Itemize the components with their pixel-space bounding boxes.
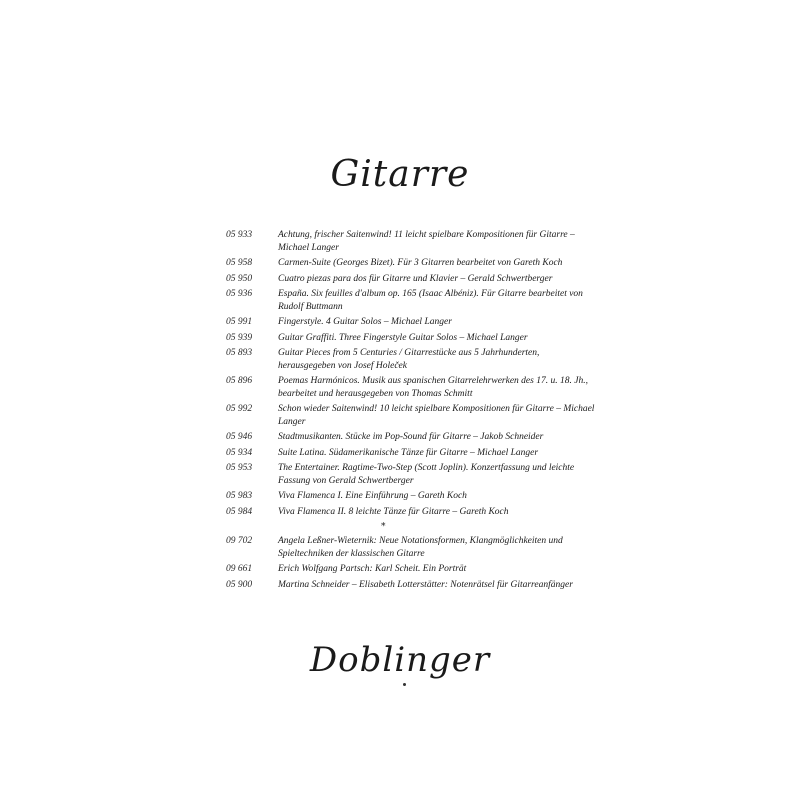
publisher-logo: Doblinger xyxy=(309,640,491,680)
section-separator xyxy=(226,521,596,533)
list-item xyxy=(226,403,596,428)
item-title: Angela Leßner-Wieternik: Neue Notationsformen, Klangmöglichkeiten und Spieltechniken der klassischen Gitarre xyxy=(278,536,563,559)
item-number: 05 992 xyxy=(226,404,253,414)
item-title: Martina Schneider – Elisabeth Lotterstätter: Notenrätsel für Gitarreanfänger xyxy=(278,579,573,590)
item-title: Suite Latina. Südamerikanische Tänze für Gitarre – Michael Langer xyxy=(278,447,539,458)
item-number: 05 936 xyxy=(226,289,253,299)
list-item xyxy=(226,332,596,345)
item-title: Erich Wolfgang Partsch: Karl Scheit. Ein Porträt xyxy=(278,564,467,574)
item-title: The Entertainer. Ragtime-Two-Step (Scott Joplin). Konzertfassung und leichte Fassung von Gerald Schwertberger xyxy=(278,463,575,486)
item-number: 05 958 xyxy=(226,258,253,268)
item-number: 05 896 xyxy=(226,376,253,386)
item-number: 05 893 xyxy=(226,348,253,358)
list-item xyxy=(226,375,596,400)
list-item xyxy=(226,347,596,372)
list-item xyxy=(226,462,596,487)
item-title: Cuatro piezas para dos für Gitarre und Klavier – Gerald Schwertberger xyxy=(278,273,553,284)
list-item xyxy=(226,490,596,503)
item-number: 05 984 xyxy=(226,506,253,517)
item-number: 05 933 xyxy=(226,230,253,240)
item-title: Guitar Graffiti. Three Fingerstyle Guitar Solos – Michael Langer xyxy=(278,332,528,343)
item-number: 05 900 xyxy=(226,579,253,590)
list-item xyxy=(226,535,596,560)
item-number: 05 950 xyxy=(226,273,253,284)
item-number: 09 702 xyxy=(226,536,253,546)
item-title: Viva Flamenca II. 8 leichte Tänze für Gitarre – Gareth Koch xyxy=(278,506,509,517)
catalog-list xyxy=(226,229,596,594)
item-title: Guitar Pieces from 5 Centuries / Gitarrestücke aus 5 Jahrhunderten, herausgegeben von Josef Holeček xyxy=(278,348,540,371)
separator-asterisk: * xyxy=(381,522,386,532)
item-title: Poemas Harmónicos. Musik aus spanischen Gitarrelehrwerken des 17. u. 18. Jh., bearbeitet und herausgegeben von Thomas Schmitt xyxy=(278,376,588,399)
item-number: 05 983 xyxy=(226,491,253,501)
list-item xyxy=(226,506,596,519)
item-number: 05 939 xyxy=(226,332,253,343)
item-title: Carmen-Suite (Georges Bizet). Für 3 Gitarren bearbeitet von Gareth Koch xyxy=(278,258,563,268)
item-number: 05 991 xyxy=(226,317,253,327)
item-number: 09 661 xyxy=(226,564,253,574)
item-number: 05 953 xyxy=(226,463,253,473)
list-item xyxy=(226,288,596,313)
list-item xyxy=(226,273,596,286)
list-item xyxy=(226,257,596,270)
item-title: Schon wieder Saitenwind! 10 leicht spielbare Kompositionen für Gitarre – Michael Langer xyxy=(278,404,595,427)
item-title: Stadtmusikanten. Stücke im Pop-Sound für Gitarre – Jakob Schneider xyxy=(278,432,544,442)
item-number: 05 946 xyxy=(226,432,253,442)
list-item xyxy=(226,579,596,592)
list-item xyxy=(226,316,596,329)
item-title: Fingerstyle. 4 Guitar Solos – Michael Langer xyxy=(278,317,452,327)
item-number: 05 934 xyxy=(226,447,253,458)
list-item xyxy=(226,563,596,576)
decorative-dot xyxy=(403,683,406,686)
list-item xyxy=(226,447,596,460)
page-title: Gitarre xyxy=(330,154,470,195)
list-item xyxy=(226,431,596,444)
item-title: Viva Flamenca I. Eine Einführung – Gareth Koch xyxy=(278,491,467,501)
item-title: España. Six feuilles d'album op. 165 (Isaac Albéniz). Für Gitarre bearbeitet von Rudolf Buttmann xyxy=(278,289,583,312)
list-item xyxy=(226,229,596,254)
item-title: Achtung, frischer Saitenwind! 11 leicht spielbare Kompositionen für Gitarre – Michael Langer xyxy=(278,230,575,253)
